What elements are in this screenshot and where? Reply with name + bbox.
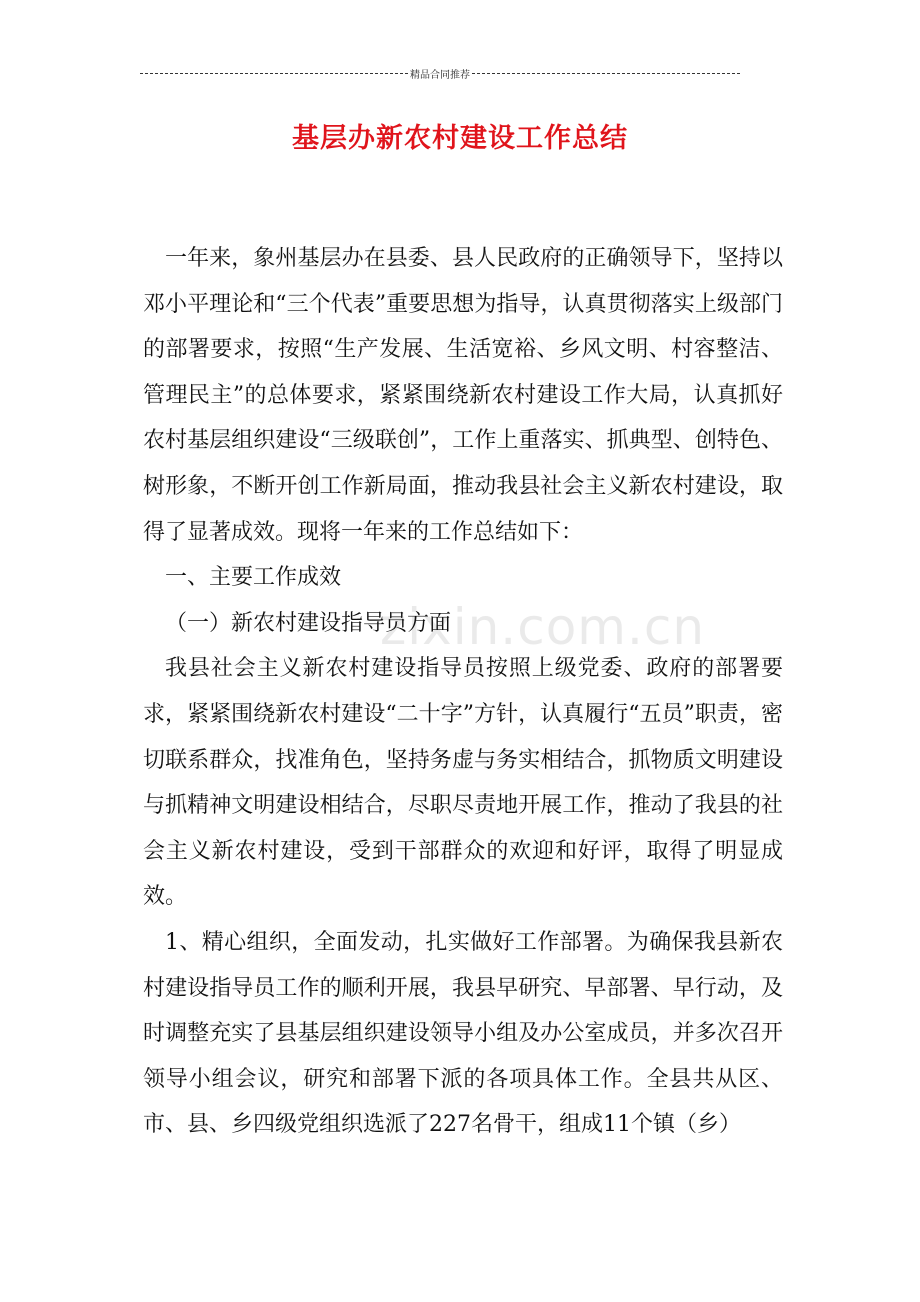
section-heading: 一、主要工作成效 — [165, 565, 342, 591]
header-rule — [140, 66, 740, 80]
header-dash-right — [472, 73, 740, 74]
header-label: 精品合同推荐 — [410, 69, 470, 81]
document-body — [143, 236, 783, 1148]
paragraph-item-1: 1、精心组织，全面发动，扎实做好工作部署。为确保我县新农村建设指导员工作的顺利开展，我县早研究、早部署、早行动，及时调整充实了县基层组织建设领导小组及办公室成员，并多次召开领导小组会议，研究和部署下派的各项具体工作。全县共从区、市、县、乡四级党组织选派了227名骨干，组成11个镇（乡） — [143, 929, 783, 1138]
subsection-heading: （一）新农村建设指导员方面 — [165, 610, 452, 636]
paragraph-intro: 一年来，象州基层办在县委、县人民政府的正确领导下，坚持以邓小平理论和“三个代表”重要思想为指导，认真贯彻落实上级部门的部署要求，按照“生产发展、生活宽裕、乡风文明、村容整洁、管理民主”的总体要求，紧紧围绕新农村建设工作大局，认真抓好农村基层组织建设“三级联创”，工作上重落实、抓典型、创特色、树形象，不断开创工作新局面，推动我县社会主义新农村建设，取得了显著成效。现将一年来的工作总结如下： — [143, 246, 783, 545]
document-title: 基层办新农村建设工作总结 — [292, 123, 628, 154]
watermark: zixin.com.cn — [380, 598, 706, 656]
header-dash-left — [140, 73, 408, 74]
paragraph-instructor: 我县社会主义新农村建设指导员按照上级党委、政府的部署要求，紧紧围绕新农村建设“二十字”方针，认真履行“五员”职责，密切联系群众，找准角色，坚持务虚与务实相结合，抓物质文明建设与抓精神文明建设相结合，尽职尽责地开展工作，推动了我县的社会主义新农村建设，受到干部群众的欢迎和好评，取得了明显成效。 — [143, 656, 783, 910]
